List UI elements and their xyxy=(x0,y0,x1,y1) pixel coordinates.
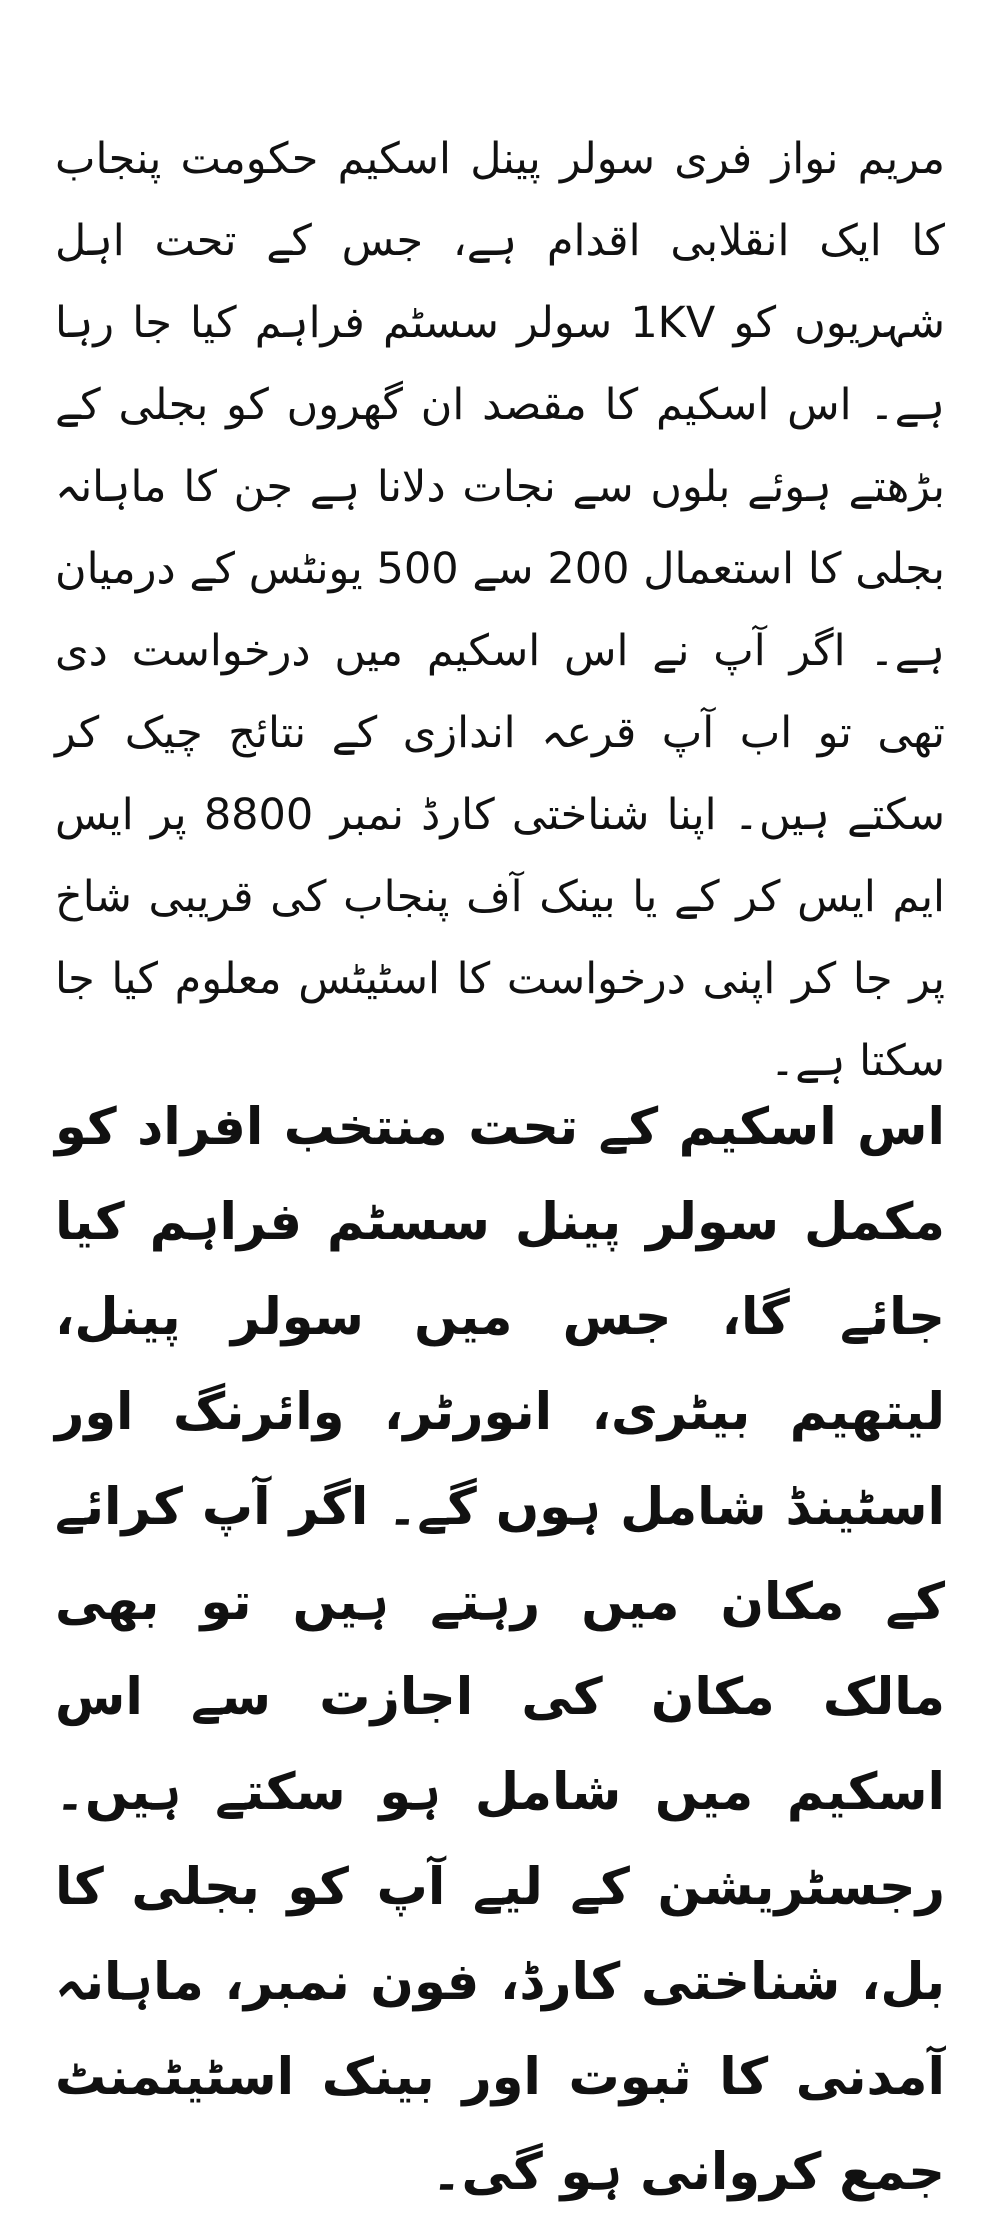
article-paragraph-1: مریم نواز فری سولر پینل اسکیم حکومت پنجاب کا ایک انقلابی اقدام ہے، جس کے تحت اہل شہریوں کو 1KV سولر سسٹم فراہم کیا جا رہا ہے۔ اس اسکیم کا مقصد ان گھروں کو بجلی کے بڑھتے ہوئے بلوں سے نجات دلانا ہے جن کا ماہانہ بجلی کا استعمال 200 سے 500 یونٹس کے درمیان ہے۔ اگر آپ نے اس اسکیم میں درخواست دی تھی تو اب آپ قرعہ اندازی کے نتائج چیک کر سکتے ہیں۔ اپنا شناختی کارڈ نمبر 8800 پر ایس ایم ایس کر کے یا بینک آف پنجاب کی قریبی شاخ پر جا کر اپنی درخواست کا اسٹیٹس معلوم کیا جا سکتا ہے۔ xyxy=(55,134,946,1086)
article-paragraph-2: اس اسکیم کے تحت منتخب افراد کو مکمل سولر پینل سسٹم فراہم کیا جائے گا، جس میں سولر پینل، لیتھیم بیٹری، انورٹر، وائرنگ اور اسٹینڈ شامل ہوں گے۔ اگر آپ کرائے کے مکان میں رہتے ہیں تو بھی مالک مکان کی اجازت سے اس اسکیم میں شامل ہو سکتے ہیں۔ رجسٹریشن کے لیے آپ کو بجلی کا بل، شناختی کارڈ، فون نمبر، ماہانہ آمدنی کا ثبوت اور بینک اسٹیٹمنٹ جمع کروانی ہو گی۔ xyxy=(55,1098,945,2202)
